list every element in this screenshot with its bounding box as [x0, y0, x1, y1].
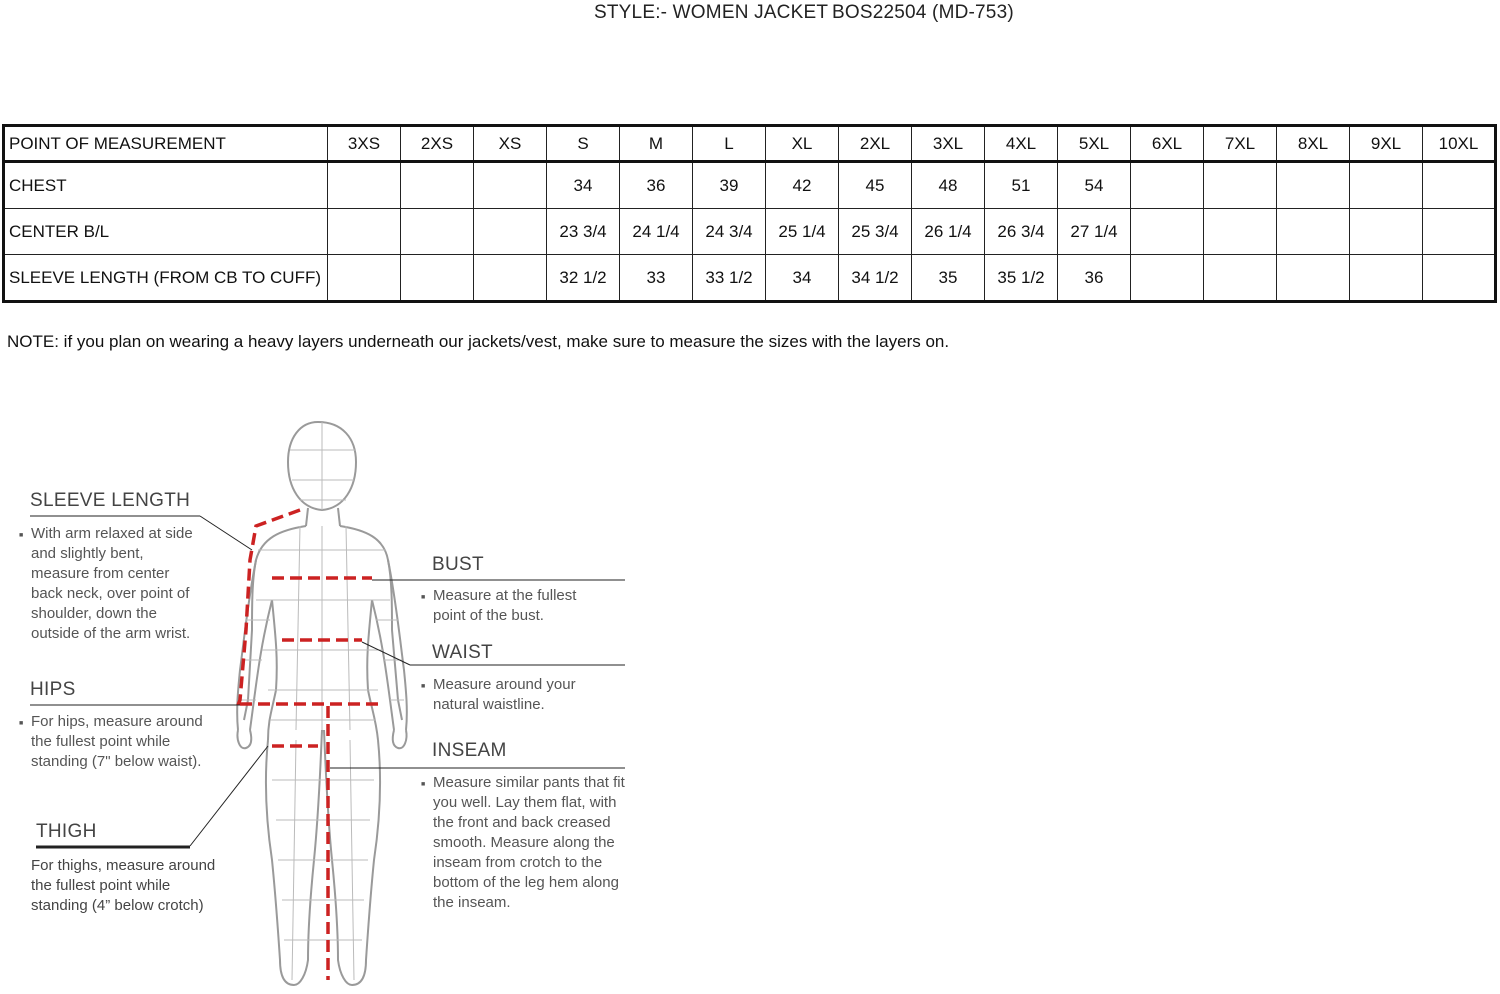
measurement-value-cell: 33: [620, 255, 693, 302]
measurement-value-cell: [1277, 162, 1350, 209]
measurement-value-cell: [1277, 255, 1350, 302]
measurement-value-cell: 48: [912, 162, 985, 209]
measurement-value-cell: 27 1/4: [1058, 209, 1131, 255]
table-row: [4, 209, 1496, 255]
measurement-value-cell: [474, 255, 547, 302]
measurement-value-cell: 35: [912, 255, 985, 302]
bust-desc: ■ Measure at the fullest point of the bust.: [433, 586, 613, 626]
measurement-value-cell: [1423, 209, 1496, 255]
size-header-cell: 7XL: [1204, 126, 1277, 162]
size-header-cell: XS: [474, 126, 547, 162]
waist-desc: ■ Measure around your natural waistline.: [433, 675, 613, 715]
measurement-value-cell: 34: [766, 255, 839, 302]
size-header-cell: 9XL: [1350, 126, 1423, 162]
measurement-value-cell: 34 1/2: [839, 255, 912, 302]
size-header-cell: 6XL: [1131, 126, 1204, 162]
measurement-value-cell: [1423, 162, 1496, 209]
measurement-value-cell: 51: [985, 162, 1058, 209]
page-header: [0, 2, 1500, 26]
measurement-value-cell: 34: [547, 162, 620, 209]
size-header-cell: 2XL: [839, 126, 912, 162]
measurement-value-cell: 54: [1058, 162, 1131, 209]
measurement-value-cell: 33 1/2: [693, 255, 766, 302]
measurement-value-cell: 35 1/2: [985, 255, 1058, 302]
measurement-value-cell: [401, 255, 474, 302]
measurement-value-cell: [474, 209, 547, 255]
table-header-row: [4, 126, 1496, 162]
measurement-value-cell: [1131, 255, 1204, 302]
measurement-value-cell: [1350, 209, 1423, 255]
hips-desc: ■ For hips, measure around the fullest point while standing (7" below waist).: [31, 712, 211, 772]
layering-note: NOTE: if you plan on wearing a heavy layers underneath our jackets/vest, make sure to measure the sizes with the layers on.: [7, 332, 950, 351]
measurement-value-cell: [401, 162, 474, 209]
measurement-value-cell: [1131, 162, 1204, 209]
measurement-value-cell: 26 1/4: [912, 209, 985, 255]
measurement-value-cell: [1350, 255, 1423, 302]
size-header-cell: L: [693, 126, 766, 162]
size-header-cell: 4XL: [985, 126, 1058, 162]
measurement-value-cell: [328, 255, 401, 302]
body-mesh-lines: [240, 422, 404, 980]
measurement-value-cell: [1204, 162, 1277, 209]
measurement-label-cell: SLEEVE LENGTH (FROM CB TO CUFF): [4, 255, 328, 302]
hips-title: HIPS: [30, 679, 76, 700]
measurement-value-cell: 36: [1058, 255, 1131, 302]
measurement-lines: [238, 510, 378, 980]
measurement-value-cell: [1423, 255, 1496, 302]
style-title: STYLE:- WOMEN JACKET: [594, 2, 829, 23]
measurement-value-cell: 45: [839, 162, 912, 209]
thigh-desc: For thighs, measure around the fullest point while standing (4” below crotch): [31, 857, 216, 914]
sleeve-length-title: SLEEVE LENGTH: [30, 490, 191, 511]
measurement-value-cell: 25 3/4: [839, 209, 912, 255]
measurement-value-cell: [1350, 162, 1423, 209]
measurement-value-cell: 23 3/4: [547, 209, 620, 255]
measurement-value-cell: 39: [693, 162, 766, 209]
table-row: [4, 255, 1496, 302]
measurement-value-cell: 24 1/4: [620, 209, 693, 255]
table-row: [4, 162, 1496, 209]
inseam-desc: ■ Measure similar pants that fit you well. Lay them flat, with the front and back creased smooth. Measure along the inseam from crotch to the bottom of the leg hem along the inseam.: [433, 773, 629, 913]
measurement-value-cell: [328, 162, 401, 209]
size-header-cell: M: [620, 126, 693, 162]
size-header-cell: 3XS: [328, 126, 401, 162]
waist-title: WAIST: [432, 642, 493, 663]
size-header-cell: S: [547, 126, 620, 162]
style-code: BOS22504 (MD-753): [832, 2, 1014, 23]
size-header-cell: 5XL: [1058, 126, 1131, 162]
size-header-cell: 8XL: [1277, 126, 1350, 162]
measurement-value-cell: [1204, 209, 1277, 255]
measurement-value-cell: 42: [766, 162, 839, 209]
measurement-guide: [0, 400, 700, 994]
thigh-title: THIGH: [36, 821, 97, 842]
header-label-cell: POINT OF MEASUREMENT: [4, 126, 328, 162]
size-chart-table: [2, 124, 1497, 303]
measurement-value-cell: 32 1/2: [547, 255, 620, 302]
measurement-value-cell: [1204, 255, 1277, 302]
measurement-value-cell: 24 3/4: [693, 209, 766, 255]
measurement-value-cell: [328, 209, 401, 255]
measurement-value-cell: [1277, 209, 1350, 255]
measurement-label-cell: CENTER B/L: [4, 209, 328, 255]
size-header-cell: XL: [766, 126, 839, 162]
measurement-value-cell: 26 3/4: [985, 209, 1058, 255]
size-header-cell: 3XL: [912, 126, 985, 162]
size-header-cell: 2XS: [401, 126, 474, 162]
bust-title: BUST: [432, 554, 484, 575]
measurement-value-cell: [1131, 209, 1204, 255]
size-header-cell: 10XL: [1423, 126, 1496, 162]
inseam-title: INSEAM: [432, 740, 507, 761]
measurement-value-cell: 36: [620, 162, 693, 209]
measurement-value-cell: 25 1/4: [766, 209, 839, 255]
measurement-value-cell: [474, 162, 547, 209]
measurement-label-cell: CHEST: [4, 162, 328, 209]
measurement-value-cell: [401, 209, 474, 255]
sleeve-length-desc: ■ With arm relaxed at side and slightly bent, measure from center back neck, over point of shoulder, down the outside of the arm wrist.: [31, 524, 201, 644]
